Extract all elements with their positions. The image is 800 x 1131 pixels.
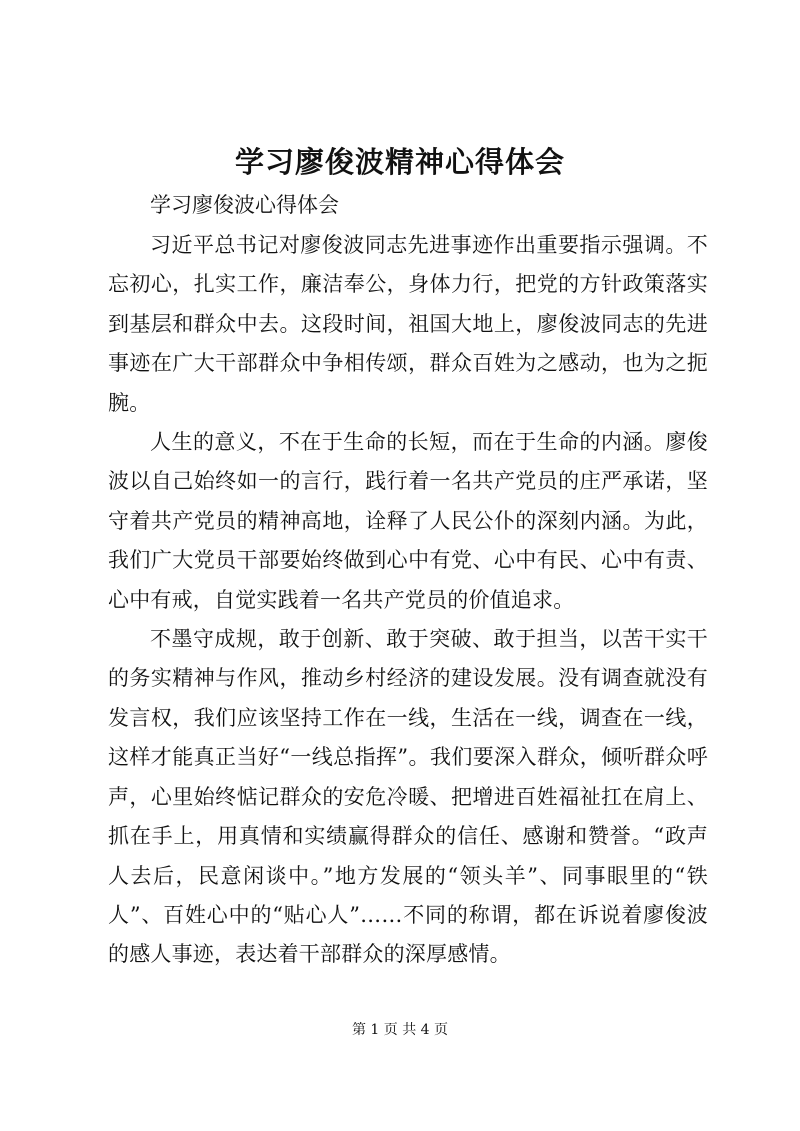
paragraph: 不墨守成规，敢于创新、敢于突破、敢于担当，以苦干实干的务实精神与作风，推动乡村经济的建设发展。没有调查就没有发言权，我们应该坚持工作在一线，生活在一线，调查在一线，这样才能真正当好“一线总指挥”。我们要深入群众，倾听群众呼声，心里始终惦记群众的安危冷暖、把增进百姓福祉扛在肩上、抓在手上，用真情和实绩赢得群众的信任、感谢和赞誉。“政声人去后，民意闲谈中。”地方发展的“领头羊”、同事眼里的“铁人”、百姓心中的“贴心人”……不同的称谓，都在诉说着廖俊波的感人事迹，表达着干部群众的深厚感情。 xyxy=(108,627,708,967)
page-footer: 第 1 页 共 4 页 xyxy=(351,1022,449,1038)
document-subtitle: 学习廖俊波心得体会 xyxy=(150,193,339,217)
document-body xyxy=(108,226,708,975)
paragraph: 习近平总书记对廖俊波同志先进事迹作出重要指示强调。不忘初心，扎实工作，廉洁奉公，身体力行，把党的方针政策落实到基层和群众中去。这段时间，祖国大地上，廖俊波同志的先进事迹在广大干部群众中争相传颂，群众百姓为之感动，也为之扼腕。 xyxy=(108,233,708,415)
paragraph: 人生的意义，不在于生命的长短，而在于生命的内涵。廖俊波以自己始终如一的言行，践行着一名共产党员的庄严承诺，坚守着共产党员的精神高地，诠释了人民公仆的深刻内涵。为此，我们广大党员干部要始终做到心中有党、心中有民、心中有责、心中有戒，自觉实践着一名共产党员的价值追求。 xyxy=(108,430,708,612)
document-title: 学习廖俊波精神心得体会 xyxy=(234,145,565,179)
